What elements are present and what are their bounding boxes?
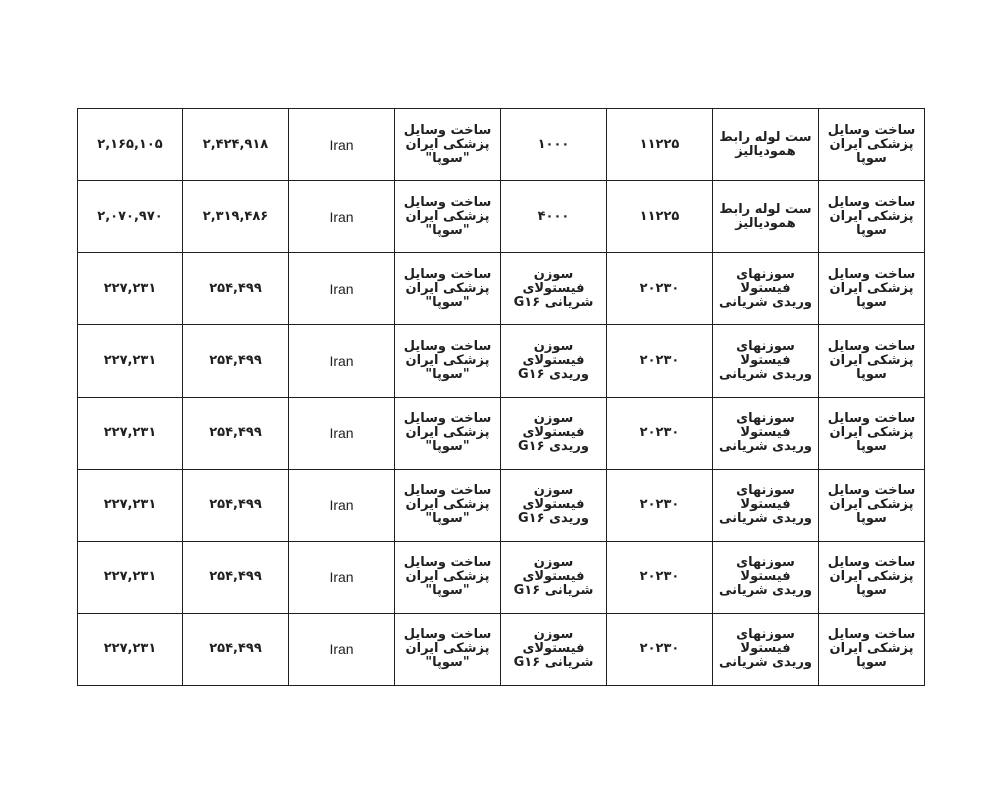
price-b-cell: ۲۲۷,۲۳۱ xyxy=(78,469,183,541)
table-row xyxy=(78,397,925,469)
country-cell: Iran xyxy=(289,181,395,253)
country-cell: Iran xyxy=(289,397,395,469)
product-cell xyxy=(713,541,819,613)
brand-text: ساخت وسایل پزشکی ایران "سوپا" xyxy=(403,122,492,166)
table-row xyxy=(78,109,925,181)
brand-cell xyxy=(395,253,501,325)
model-cell xyxy=(501,541,607,613)
brand-cell xyxy=(395,613,501,685)
code-cell: ۲۰۲۳۰ xyxy=(607,325,713,397)
brand-text: ساخت وسایل پزشکی ایران "سوپا" xyxy=(403,266,492,310)
code-cell: ۲۰۲۳۰ xyxy=(607,253,713,325)
product-text: سوزنهای فیستولا وریدی شریانی xyxy=(718,266,813,310)
model-cell xyxy=(501,181,607,253)
table-row xyxy=(78,613,925,685)
price-table xyxy=(77,108,925,686)
country-cell: Iran xyxy=(289,613,395,685)
code-cell: ۲۰۲۳۰ xyxy=(607,397,713,469)
price-a-cell: ۲۵۴,۴۹۹ xyxy=(183,613,289,685)
model-cell xyxy=(501,469,607,541)
brand-cell xyxy=(395,541,501,613)
brand-cell xyxy=(395,397,501,469)
brand-text: ساخت وسایل پزشکی ایران "سوپا" xyxy=(403,194,492,238)
model-text: سوزن فیستولای شریانی G۱۶ xyxy=(513,627,594,671)
manufacturer-text: ساخت وسایل پزشکی ایران سوپا xyxy=(827,122,916,166)
brand-text: ساخت وسایل پزشکی ایران "سوپا" xyxy=(403,338,492,382)
model-cell xyxy=(501,613,607,685)
product-cell xyxy=(713,325,819,397)
brand-text: ساخت وسایل پزشکی ایران "سوپا" xyxy=(403,483,492,527)
price-a-cell: ۲۵۴,۴۹۹ xyxy=(183,253,289,325)
table-row xyxy=(78,181,925,253)
price-b-cell: ۲,۱۶۵,۱۰۵ xyxy=(78,109,183,181)
model-cell xyxy=(501,253,607,325)
model-cell xyxy=(501,397,607,469)
manufacturer-text: ساخت وسایل پزشکی ایران سوپا xyxy=(827,266,916,310)
manufacturer-text: ساخت وسایل پزشکی ایران سوپا xyxy=(827,483,916,527)
product-text: ست لوله رابط همودیالیز xyxy=(719,129,812,159)
price-a-cell: ۲,۴۲۴,۹۱۸ xyxy=(183,109,289,181)
manufacturer-cell xyxy=(819,541,925,613)
product-cell xyxy=(713,469,819,541)
model-text: سوزن فیستولای شریانی G۱۶ xyxy=(513,266,594,310)
product-text: سوزنهای فیستولا وریدی شریانی xyxy=(718,483,813,527)
brand-cell xyxy=(395,469,501,541)
model-text: سوزن فیستولای وریدی G۱۶ xyxy=(518,411,589,455)
product-cell xyxy=(713,181,819,253)
brand-text: ساخت وسایل پزشکی ایران "سوپا" xyxy=(403,411,492,455)
table-row xyxy=(78,325,925,397)
price-a-cell: ۲۵۴,۴۹۹ xyxy=(183,469,289,541)
price-b-cell: ۲۲۷,۲۳۱ xyxy=(78,541,183,613)
manufacturer-cell xyxy=(819,109,925,181)
price-list-sheet xyxy=(77,108,924,686)
manufacturer-text: ساخت وسایل پزشکی ایران سوپا xyxy=(827,411,916,455)
code-cell: ۱۱۲۲۵ xyxy=(607,181,713,253)
product-cell xyxy=(713,109,819,181)
price-b-cell: ۲۲۷,۲۳۱ xyxy=(78,253,183,325)
price-b-cell: ۲۲۷,۲۳۱ xyxy=(78,613,183,685)
price-b-cell: ۲۲۷,۲۳۱ xyxy=(78,397,183,469)
model-text: ۴۰۰۰ xyxy=(537,208,570,224)
manufacturer-text: ساخت وسایل پزشکی ایران سوپا xyxy=(827,338,916,382)
model-cell xyxy=(501,325,607,397)
manufacturer-cell xyxy=(819,253,925,325)
manufacturer-cell xyxy=(819,181,925,253)
brand-cell xyxy=(395,325,501,397)
product-text: سوزنهای فیستولا وریدی شریانی xyxy=(718,411,813,455)
country-cell: Iran xyxy=(289,469,395,541)
price-a-cell: ۲۵۴,۴۹۹ xyxy=(183,325,289,397)
price-b-cell: ۲,۰۷۰,۹۷۰ xyxy=(78,181,183,253)
model-cell xyxy=(501,109,607,181)
manufacturer-cell xyxy=(819,469,925,541)
manufacturer-cell xyxy=(819,325,925,397)
price-a-cell: ۲,۳۱۹,۴۸۶ xyxy=(183,181,289,253)
manufacturer-text: ساخت وسایل پزشکی ایران سوپا xyxy=(827,627,916,671)
manufacturer-text: ساخت وسایل پزشکی ایران سوپا xyxy=(827,194,916,238)
table-row xyxy=(78,541,925,613)
country-cell: Iran xyxy=(289,541,395,613)
product-cell xyxy=(713,253,819,325)
code-cell: ۲۰۲۳۰ xyxy=(607,469,713,541)
model-text: سوزن فیستولای شریانی G۱۶ xyxy=(513,555,594,599)
brand-text: ساخت وسایل پزشکی ایران "سوپا" xyxy=(403,627,492,671)
price-a-cell: ۲۵۴,۴۹۹ xyxy=(183,397,289,469)
brand-cell xyxy=(395,181,501,253)
table-row xyxy=(78,253,925,325)
brand-text: ساخت وسایل پزشکی ایران "سوپا" xyxy=(403,555,492,599)
country-cell: Iran xyxy=(289,109,395,181)
manufacturer-cell xyxy=(819,397,925,469)
product-text: سوزنهای فیستولا وریدی شریانی xyxy=(718,627,813,671)
model-text: سوزن فیستولای وریدی G۱۶ xyxy=(518,483,589,527)
brand-cell xyxy=(395,109,501,181)
country-cell: Iran xyxy=(289,253,395,325)
model-text: ۱۰۰۰ xyxy=(537,136,570,152)
manufacturer-cell xyxy=(819,613,925,685)
product-cell xyxy=(713,397,819,469)
model-text: سوزن فیستولای وریدی G۱۶ xyxy=(518,338,589,382)
price-b-cell: ۲۲۷,۲۳۱ xyxy=(78,325,183,397)
price-a-cell: ۲۵۴,۴۹۹ xyxy=(183,541,289,613)
code-cell: ۲۰۲۳۰ xyxy=(607,541,713,613)
code-cell: ۱۱۲۲۵ xyxy=(607,109,713,181)
table-row xyxy=(78,469,925,541)
country-cell: Iran xyxy=(289,325,395,397)
product-text: سوزنهای فیستولا وریدی شریانی xyxy=(718,338,813,382)
product-cell xyxy=(713,613,819,685)
product-text: ست لوله رابط همودیالیز xyxy=(719,201,812,231)
code-cell: ۲۰۲۳۰ xyxy=(607,613,713,685)
product-text: سوزنهای فیستولا وریدی شریانی xyxy=(718,555,813,599)
manufacturer-text: ساخت وسایل پزشکی ایران سوپا xyxy=(827,555,916,599)
